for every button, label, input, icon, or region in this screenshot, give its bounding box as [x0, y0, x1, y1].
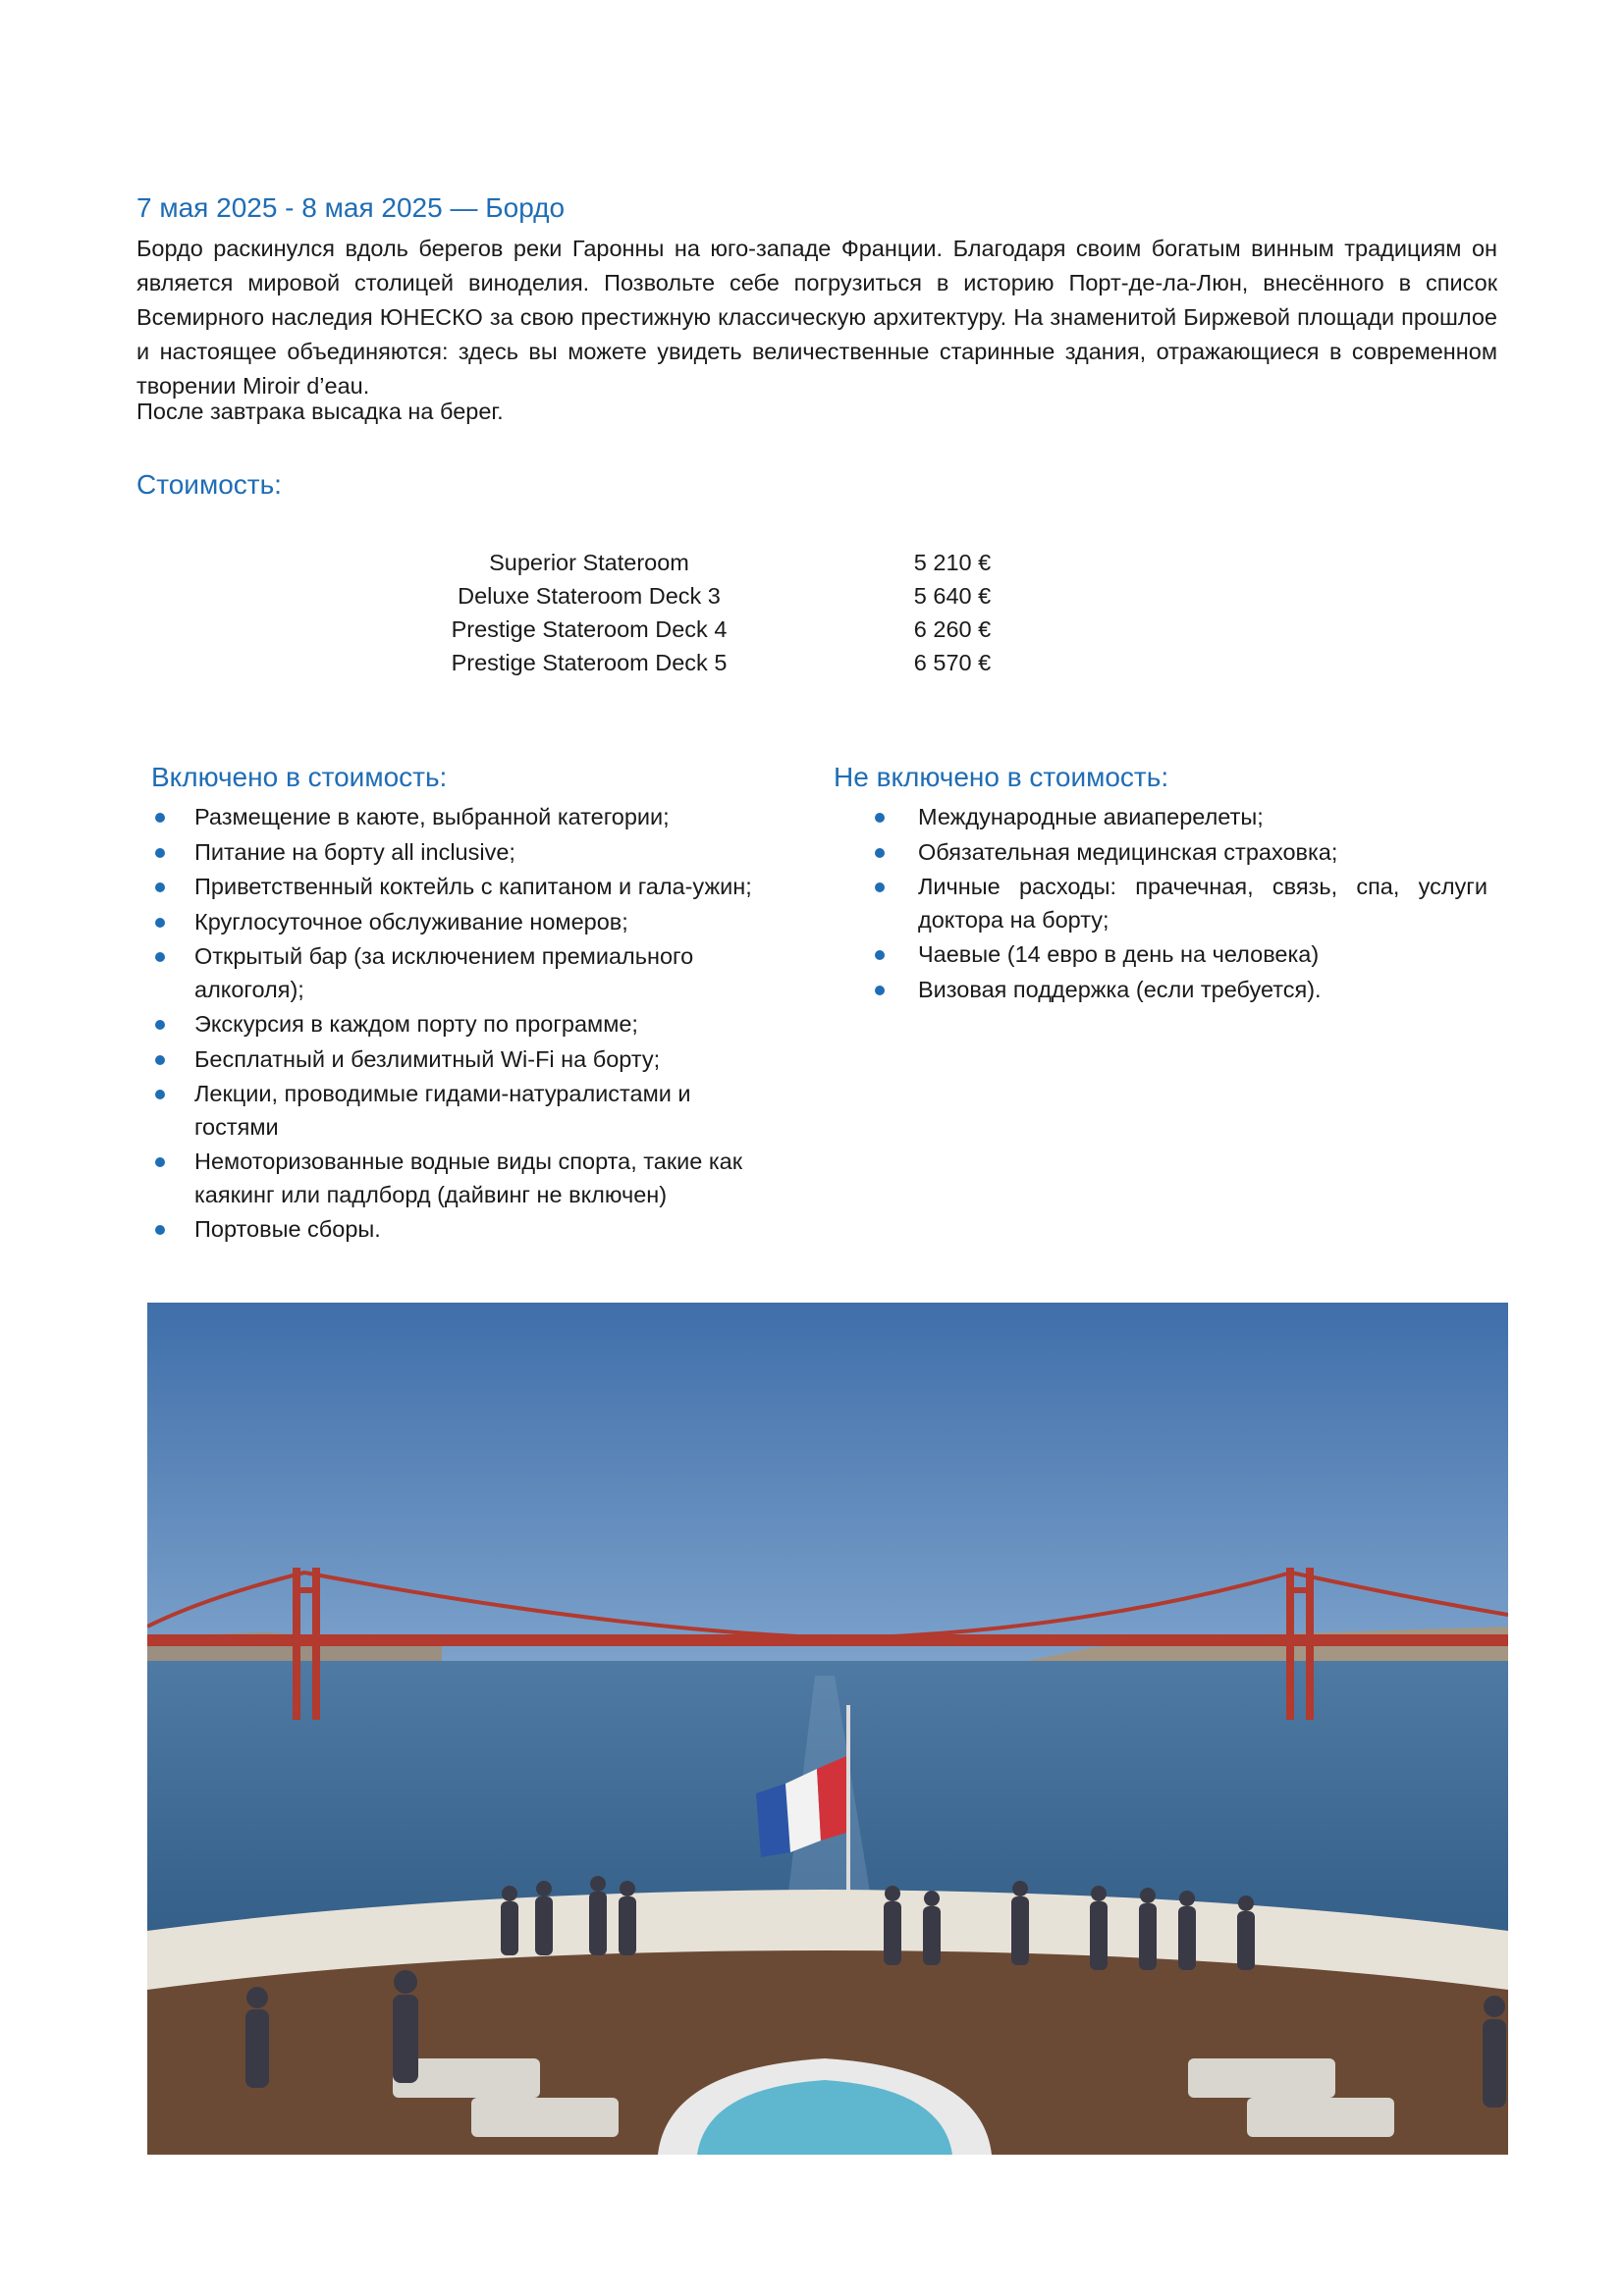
bullet-icon: [155, 1090, 165, 1099]
list-item: [918, 974, 1488, 1007]
list-item-text: Лекции, проводимые гидами-натуралистами и гостями: [194, 1081, 691, 1140]
bullet-icon: [155, 1225, 165, 1235]
bullet-icon: [155, 1020, 165, 1030]
sun-lounger: [1247, 2098, 1394, 2137]
cruise-photo: [147, 1303, 1508, 2155]
list-item-text: Питание на борту all inclusive;: [194, 838, 515, 865]
flag-blue: [756, 1784, 790, 1857]
bullet-icon: [875, 848, 885, 858]
bullet-icon: [155, 918, 165, 928]
list-item-text: Круглосуточное обслуживание номеров;: [194, 908, 628, 934]
list-item: [194, 836, 764, 870]
price-row: [373, 646, 1100, 679]
list-item: [194, 940, 764, 1006]
excluded-heading: Не включено в стоимость:: [834, 762, 1169, 792]
cost-heading: Стоимость:: [136, 469, 282, 500]
price-row: [373, 579, 1100, 613]
included-list: [194, 801, 764, 1249]
list-item-text: Чаевые (14 евро в день на человека): [918, 941, 1320, 967]
bullet-icon: [155, 1055, 165, 1065]
list-item: [194, 1146, 764, 1211]
excluded-list: [918, 801, 1488, 1008]
price-row: [373, 613, 1100, 646]
list-item-text: Обязательная медицинская страховка;: [918, 838, 1338, 865]
cabin-price: 6 570 €: [913, 650, 992, 675]
list-item-text: Личные расходы: прачечная, связь, спа, услуги доктора на борту;: [918, 874, 1488, 933]
cabin-name: Prestige Stateroom Deck 5: [451, 650, 728, 675]
included-heading: Включено в стоимость:: [151, 762, 448, 792]
cabin-name: Deluxe Stateroom Deck 3: [458, 583, 721, 609]
list-item: [194, 1043, 764, 1077]
list-item-text: Бесплатный и безлимитный Wi-Fi на борту;: [194, 1045, 661, 1072]
list-item-text: Международные авиаперелеты;: [918, 804, 1264, 829]
bullet-icon: [155, 848, 165, 858]
list-item-text: Портовые сборы.: [194, 1216, 381, 1242]
list-item-text: Открытый бар (за исключением премиального алкоголя);: [194, 943, 694, 1002]
day-description: Бордо раскинулся вдоль берегов реки Гаронны на юго-западе Франции. Благодаря своим богатым винным традициям он является мировой столицей виноделия. Позвольте себе погрузиться в историю Порт-де-ла-Люн, внесённого в список Всемирного наследия ЮНЕСКО за свою престижную классическую архитектуру. На знаменитой Биржевой площади прошлое и настоящее объединяются: здесь вы можете увидеть величественные старинные здания, отражающиеся в современном творении Miroir d’eau.: [136, 236, 1497, 399]
list-item-text: Размещение в каюте, выбранной категории;: [194, 804, 670, 829]
bullet-icon: [155, 882, 165, 892]
flag-white: [785, 1769, 821, 1852]
cabin-name: Superior Stateroom: [489, 550, 689, 575]
bridge-tower-left: [293, 1587, 320, 1593]
list-item: [194, 1078, 764, 1144]
list-item: [918, 801, 1488, 834]
list-item: [918, 871, 1488, 936]
bullet-icon: [155, 952, 165, 962]
cabin-price: 5 210 €: [913, 550, 992, 575]
day-title: 7 мая 2025 - 8 мая 2025 — Бордо: [136, 192, 566, 223]
list-item: [194, 1213, 764, 1247]
bullet-icon: [875, 813, 885, 823]
cabin-price: 6 260 €: [913, 616, 992, 642]
price-table: [373, 546, 1100, 679]
list-item: [194, 871, 764, 904]
bullet-icon: [155, 1157, 165, 1167]
list-item-text: Визовая поддержка (если требуется).: [918, 976, 1322, 1002]
bullet-icon: [875, 882, 885, 892]
list-item-text: Приветственный коктейль с капитаном и гала-ужин;: [194, 874, 752, 899]
list-item: [194, 906, 764, 939]
bridge-tower-right: [1286, 1587, 1314, 1593]
cabin-price: 5 640 €: [913, 583, 992, 609]
list-item: [918, 836, 1488, 870]
bullet-icon: [155, 813, 165, 823]
price-row: [373, 546, 1100, 579]
bridge-ship-illustration: [147, 1303, 1508, 2155]
day-note: После завтрака высадка на берег.: [136, 399, 504, 424]
bullet-icon: [875, 950, 885, 960]
flag-red: [817, 1756, 846, 1841]
list-item: [918, 938, 1488, 972]
sun-lounger: [471, 2098, 619, 2137]
list-item: [194, 801, 764, 834]
list-item-text: Экскурсия в каждом порту по программе;: [194, 1011, 638, 1037]
list-item-text: Немоторизованные водные виды спорта, такие как каякинг или падлборд (дайвинг не включен): [194, 1148, 742, 1207]
list-item: [194, 1008, 764, 1041]
cabin-name: Prestige Stateroom Deck 4: [451, 616, 728, 642]
sun-lounger: [1188, 2058, 1335, 2098]
bullet-icon: [875, 986, 885, 995]
